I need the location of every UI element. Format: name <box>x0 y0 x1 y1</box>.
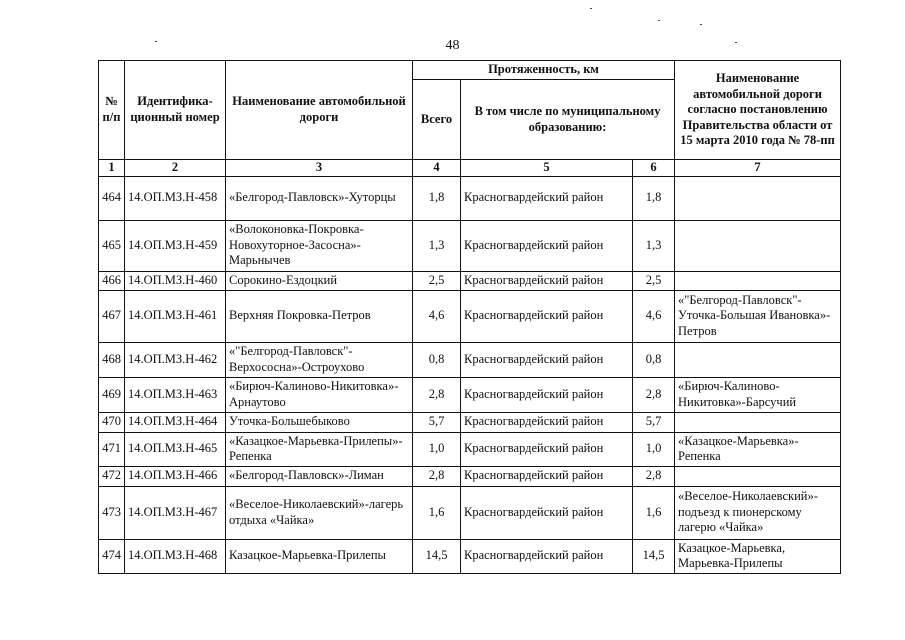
table-row <box>99 432 841 466</box>
row-road-name: Уточка-Большебыково <box>226 412 413 432</box>
header-identifier: Идентифика-ционный номер <box>125 61 226 160</box>
row-number: 471 <box>99 432 125 466</box>
row-municipality: Красногвардейский район <box>461 432 633 466</box>
table-row <box>99 412 841 432</box>
row-road-name: «"Белгород-Павловск"-Верхососна»-Остроухово <box>226 342 413 377</box>
row-municipality: Красногвардейский район <box>461 539 633 573</box>
row-total-length: 1,6 <box>413 486 461 539</box>
row-identifier: 14.ОП.МЗ.Н-463 <box>125 377 226 412</box>
header-length-group: Протяженность, км <box>413 61 675 80</box>
table-row <box>99 377 841 412</box>
row-number: 470 <box>99 412 125 432</box>
column-number-row <box>99 160 841 177</box>
row-municipal-length: 1,6 <box>633 486 675 539</box>
table-row <box>99 220 841 271</box>
row-municipality: Красногвардейский район <box>461 290 633 342</box>
row-government-name <box>675 271 841 290</box>
row-number: 467 <box>99 290 125 342</box>
row-number: 474 <box>99 539 125 573</box>
row-road-name: «Волоконовка-Покровка-Новохуторное-Засосна»-Марьнычев <box>226 220 413 271</box>
row-government-name <box>675 220 841 271</box>
scan-speck <box>590 8 592 9</box>
row-road-name: «Белгород-Павловск»-Лиман <box>226 466 413 486</box>
row-identifier: 14.ОП.МЗ.Н-464 <box>125 412 226 432</box>
scan-speck <box>700 24 702 25</box>
row-number: 472 <box>99 466 125 486</box>
row-government-name: Казацкое-Марьевка, Марьевка-Прилепы <box>675 539 841 573</box>
row-total-length: 1,0 <box>413 432 461 466</box>
row-municipal-length: 4,6 <box>633 290 675 342</box>
column-number: 3 <box>226 160 413 177</box>
table-row <box>99 486 841 539</box>
row-identifier: 14.ОП.МЗ.Н-461 <box>125 290 226 342</box>
row-total-length: 14,5 <box>413 539 461 573</box>
column-number: 1 <box>99 160 125 177</box>
row-number: 468 <box>99 342 125 377</box>
row-road-name: «Белгород-Павловск»-Хуторцы <box>226 176 413 220</box>
header-number: № п/п <box>99 61 125 160</box>
table-row <box>99 271 841 290</box>
row-municipal-length: 2,5 <box>633 271 675 290</box>
table-row <box>99 539 841 573</box>
table-row <box>99 176 841 220</box>
row-municipality: Красногвардейский район <box>461 412 633 432</box>
row-identifier: 14.ОП.МЗ.Н-459 <box>125 220 226 271</box>
table-row <box>99 342 841 377</box>
row-identifier: 14.ОП.МЗ.Н-467 <box>125 486 226 539</box>
row-road-name: Казацкое-Марьевка-Прилепы <box>226 539 413 573</box>
row-government-name <box>675 412 841 432</box>
column-number: 2 <box>125 160 226 177</box>
row-government-name: «Бирюч-Калиново-Никитовка»-Барсучий <box>675 377 841 412</box>
row-government-name: «"Белгород-Павловск"-Уточка-Большая Ивановка»-Петров <box>675 290 841 342</box>
scan-speck <box>658 20 660 21</box>
table-row <box>99 466 841 486</box>
row-municipal-length: 5,7 <box>633 412 675 432</box>
row-total-length: 1,8 <box>413 176 461 220</box>
row-total-length: 1,3 <box>413 220 461 271</box>
row-municipality: Красногвардейский район <box>461 220 633 271</box>
row-road-name: Сорокино-Ездоцкий <box>226 271 413 290</box>
row-municipal-length: 1,3 <box>633 220 675 271</box>
row-number: 469 <box>99 377 125 412</box>
row-municipal-length: 0,8 <box>633 342 675 377</box>
row-municipal-length: 2,8 <box>633 466 675 486</box>
row-identifier: 14.ОП.МЗ.Н-466 <box>125 466 226 486</box>
row-identifier: 14.ОП.МЗ.Н-468 <box>125 539 226 573</box>
row-number: 466 <box>99 271 125 290</box>
row-municipal-length: 1,0 <box>633 432 675 466</box>
row-identifier: 14.ОП.МЗ.Н-458 <box>125 176 226 220</box>
row-municipal-length: 1,8 <box>633 176 675 220</box>
row-road-name: «Бирюч-Калиново-Никитовка»-Арнаутово <box>226 377 413 412</box>
row-road-name: Верхняя Покровка-Петров <box>226 290 413 342</box>
row-total-length: 2,5 <box>413 271 461 290</box>
row-government-name: «Казацкое-Марьевка»-Репенка <box>675 432 841 466</box>
table-row <box>99 290 841 342</box>
row-total-length: 0,8 <box>413 342 461 377</box>
row-government-name: «Веселое-Николаевский»-подъезд к пионерскому лагерю «Чайка» <box>675 486 841 539</box>
row-number: 465 <box>99 220 125 271</box>
row-identifier: 14.ОП.МЗ.Н-462 <box>125 342 226 377</box>
row-municipality: Красногвардейский район <box>461 271 633 290</box>
header-government-name: Наименование автомобильной дороги согласно постановлению Правительства области от 15 марта 2010 года № 78-пп <box>675 61 841 160</box>
row-total-length: 5,7 <box>413 412 461 432</box>
roads-table <box>98 60 841 574</box>
row-municipality: Красногвардейский район <box>461 342 633 377</box>
column-number: 6 <box>633 160 675 177</box>
scan-speck <box>735 42 737 43</box>
header-total: Всего <box>413 80 461 160</box>
row-government-name <box>675 176 841 220</box>
row-number: 464 <box>99 176 125 220</box>
row-total-length: 2,8 <box>413 466 461 486</box>
column-number: 7 <box>675 160 841 177</box>
page-number: 48 <box>445 38 460 53</box>
header-road-name: Наименование автомобильной дороги <box>226 61 413 160</box>
row-total-length: 2,8 <box>413 377 461 412</box>
row-identifier: 14.ОП.МЗ.Н-460 <box>125 271 226 290</box>
header-by-municipality: В том числе по муниципальному образованию: <box>461 80 675 160</box>
column-number: 4 <box>413 160 461 177</box>
row-municipality: Красногвардейский район <box>461 377 633 412</box>
row-road-name: «Казацкое-Марьевка-Прилепы»-Репенка <box>226 432 413 466</box>
row-municipal-length: 14,5 <box>633 539 675 573</box>
row-total-length: 4,6 <box>413 290 461 342</box>
row-government-name <box>675 342 841 377</box>
row-municipality: Красногвардейский район <box>461 486 633 539</box>
column-number: 5 <box>461 160 633 177</box>
row-identifier: 14.ОП.МЗ.Н-465 <box>125 432 226 466</box>
row-municipal-length: 2,8 <box>633 377 675 412</box>
row-government-name <box>675 466 841 486</box>
row-road-name: «Веселое-Николаевский»-лагерь отдыха «Чайка» <box>226 486 413 539</box>
row-municipality: Красногвардейский район <box>461 176 633 220</box>
row-municipality: Красногвардейский район <box>461 466 633 486</box>
row-number: 473 <box>99 486 125 539</box>
scan-speck <box>155 41 157 42</box>
